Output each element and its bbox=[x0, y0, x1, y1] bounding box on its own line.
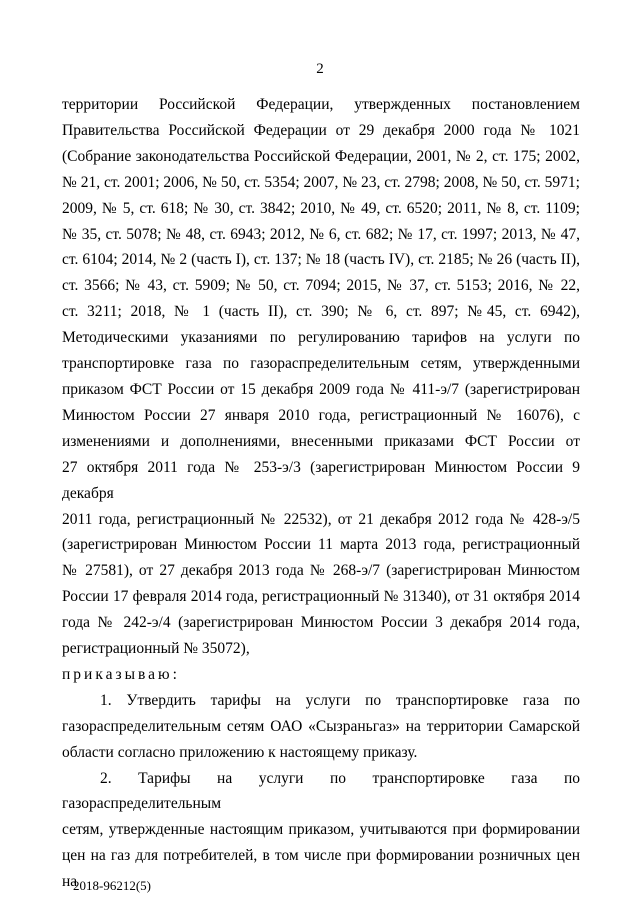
text-line: изменениями и дополнениями, внесенными приказами ФСТ России от bbox=[62, 432, 580, 450]
text-line: ст. 3211; 2018, № 1 (часть II), ст. 390; № 6, ст. 897; №45, ст. 6942), bbox=[62, 303, 580, 321]
item-2-line: 2. Тарифы на услуги по транспортировке газа по газораспределительным bbox=[62, 769, 580, 813]
document-body bbox=[62, 92, 580, 895]
text-line: 2009, № 5, ст. 618; № 30, ст. 3842; 2010, № 49, ст. 6520; 2011, № 8, ст. 1109; bbox=[62, 199, 580, 217]
text-line: сетям, утвержденные настоящим приказом, учитываются при формировании bbox=[62, 821, 580, 839]
text-line: № 35, ст. 5078; № 48, ст. 6943; 2012, № 6, ст. 682; № 17, ст. 1997; 2013, № 47, bbox=[62, 225, 580, 243]
text-line: территории Российской Федерации, утвержденных постановлением bbox=[62, 96, 580, 113]
text-line: регистрационный № 35072), bbox=[62, 640, 250, 658]
text-line: года № 242-э/4 (зарегистрирован Минюстом России 3 декабря 2014 года, bbox=[62, 614, 580, 632]
text-line: (Собрание законодательства Российской Федерации, 2001, № 2, ст. 175; 2002, bbox=[62, 147, 580, 165]
text-line: ст. 3566; № 43, ст. 5909; № 50, ст. 7094; 2015, № 37, ст. 5153; 2016, № 22, bbox=[62, 277, 580, 295]
text-line: ст. 6104; 2014, № 2 (часть I), ст. 137; № 18 (часть IV), ст. 2185; № 26 (часть II), bbox=[62, 251, 580, 269]
document-code: 2018-96212(5) bbox=[73, 878, 151, 893]
text-line: Методическими указаниями по регулированию тарифов на услуги по bbox=[62, 329, 580, 347]
text-line: Правительства Российской Федерации от 29 декабря 2000 года № 1021 bbox=[62, 121, 580, 139]
text-line: приказом ФСТ России от 15 декабря 2009 года № 411-э/7 (зарегистрирован bbox=[62, 380, 580, 398]
page-number: 2 bbox=[316, 61, 324, 77]
item-1-line: 1. Утвердить тарифы на услуги по транспортировке газа по bbox=[100, 691, 580, 709]
text-line: 2011 года, регистрационный № 22532), от 21 декабря 2012 года № 428-э/5 bbox=[62, 510, 580, 528]
text-line: Минюстом России 27 января 2010 года, регистрационный № 16076), с bbox=[62, 406, 580, 424]
text-line: № 21, ст. 2001; 2006, № 50, ст. 5354; 2007, № 23, ст. 2798; 2008, № 50, ст. 5971; bbox=[62, 173, 580, 191]
order-keyword: приказываю: bbox=[62, 665, 180, 683]
text-line: области согласно приложению к настоящему приказу. bbox=[62, 743, 418, 761]
text-line: транспортировке газа по газораспределительным сетям, утвержденными bbox=[62, 355, 580, 373]
text-line: газораспределительным сетям ОАО «Сызраньгаз» на территории Самарской bbox=[62, 717, 580, 735]
text-line: цен на газ для потребителей, в том числе при формировании розничных цен на bbox=[62, 847, 580, 891]
text-line: 27 октября 2011 года № 253-э/3 (зарегистрирован Минюстом России 9 декабря bbox=[62, 458, 580, 502]
text-line: (зарегистрирован Минюстом России 11 марта 2013 года, регистрационный bbox=[62, 536, 580, 554]
text-line: России 17 февраля 2014 года, регистрационный № 31340), от 31 октября 2014 bbox=[62, 588, 580, 606]
text-line: № 27581), от 27 декабря 2013 года № 268-э/7 (зарегистрирован Минюстом bbox=[62, 562, 580, 580]
